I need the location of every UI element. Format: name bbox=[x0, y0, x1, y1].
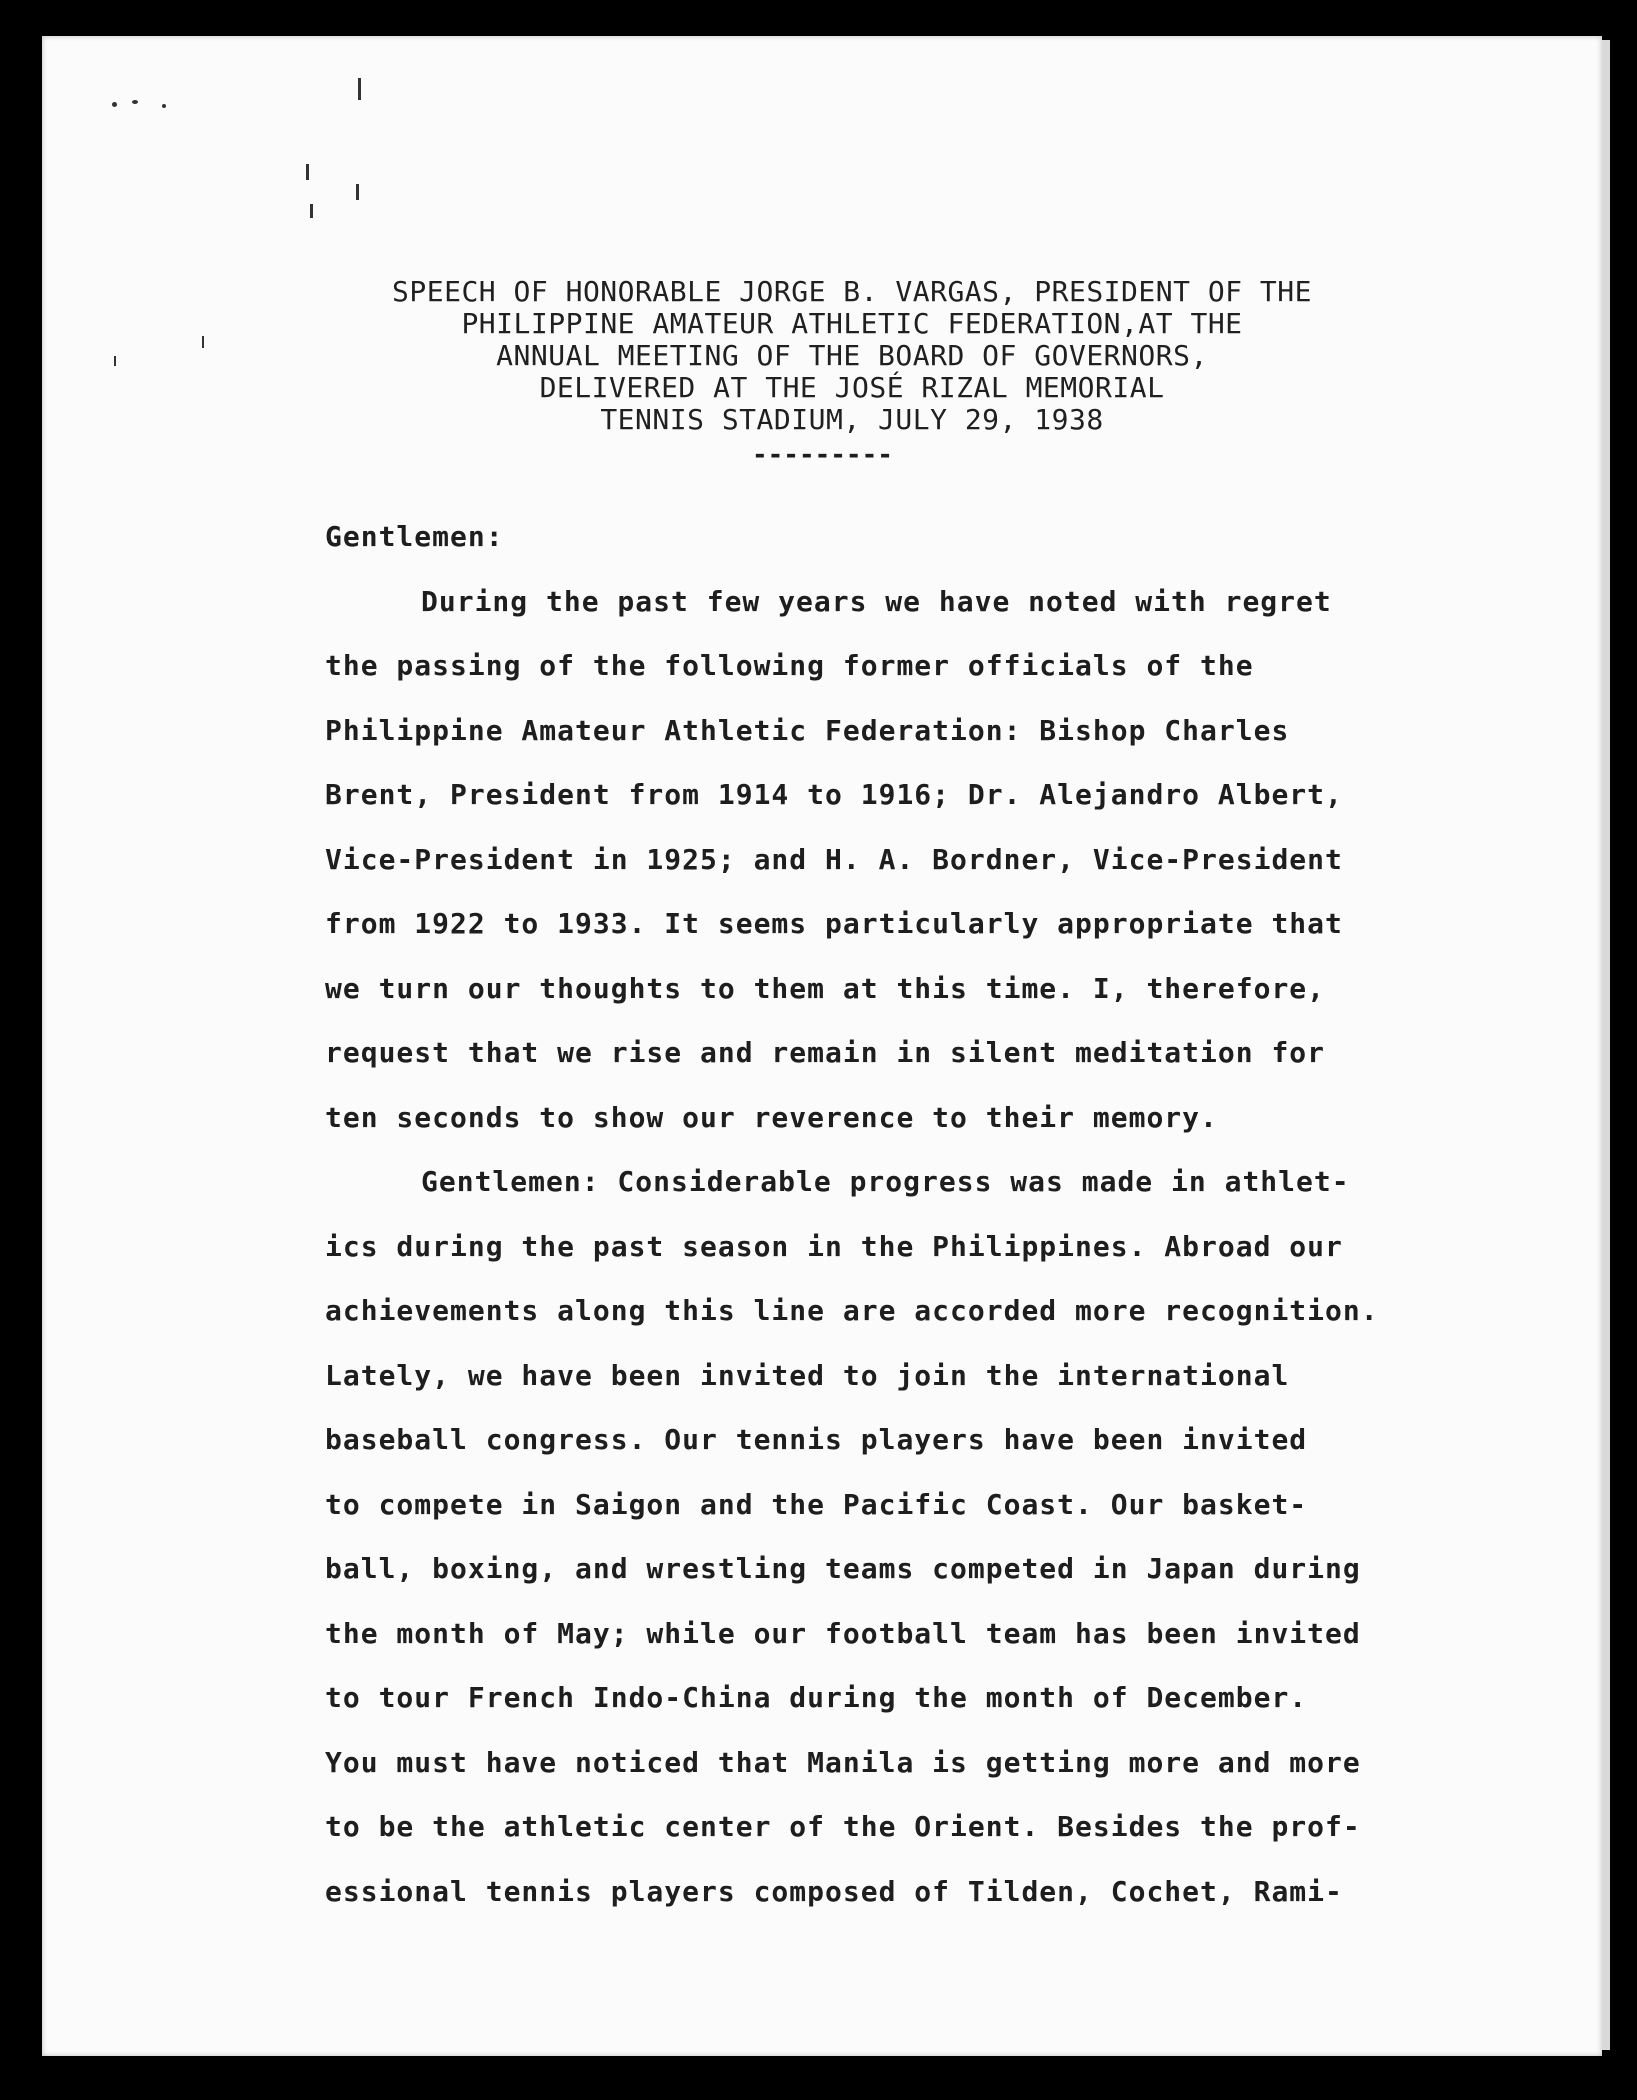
speech-heading bbox=[302, 276, 1402, 436]
text-line: Philippine Amateur Athletic Federation: Bishop Charles bbox=[325, 713, 1290, 747]
section-divider: --------- bbox=[752, 440, 893, 470]
text-line: Brent, President from 1914 to 1916; Dr. Alejandro Albert, bbox=[325, 778, 1343, 811]
page-edge bbox=[1602, 40, 1610, 2050]
heading-line: SPEECH OF HONORABLE JORGE B. VARGAS, PRESIDENT OF THE bbox=[392, 275, 1312, 308]
text-line: Gentlemen: Considerable progress was made in athlet- bbox=[421, 1165, 1350, 1198]
scan-mark bbox=[112, 102, 117, 107]
text-line: ball, boxing, and wrestling teams competed in Japan during bbox=[325, 1552, 1361, 1585]
text-line: to be the athletic center of the Orient. Besides the prof- bbox=[325, 1810, 1361, 1843]
salutation: Gentlemen: bbox=[325, 520, 504, 553]
text-line: we turn our thoughts to them at this time. I, therefore, bbox=[325, 971, 1326, 1005]
text-line: the passing of the following former officials of the bbox=[325, 649, 1254, 682]
text-line: achievements along this line are accorded more recognition. bbox=[325, 1294, 1379, 1327]
heading-line: ANNUAL MEETING OF THE BOARD OF GOVERNORS, bbox=[496, 339, 1208, 372]
speech-body bbox=[325, 505, 1495, 1924]
text-line: baseball congress. Our tennis players have been invited bbox=[325, 1423, 1308, 1456]
text-line: to compete in Saigon and the Pacific Coast. Our basket- bbox=[325, 1487, 1308, 1521]
heading-line: TENNIS STADIUM, JULY 29, 1938 bbox=[600, 403, 1104, 436]
text-line: Vice-President in 1925; and H. A. Bordner, Vice-President bbox=[325, 842, 1343, 876]
scan-mark bbox=[310, 204, 313, 218]
scan-mark bbox=[356, 184, 359, 200]
scan-mark bbox=[306, 164, 309, 180]
text-line: ics during the past season in the Philippines. Abroad our bbox=[325, 1229, 1343, 1263]
scan-mark bbox=[358, 78, 361, 100]
scan-mark bbox=[162, 104, 166, 108]
text-line: Lately, we have been invited to join the international bbox=[325, 1358, 1290, 1392]
scan-mark bbox=[132, 100, 138, 104]
text-line: essional tennis players composed of Tilden, Cochet, Rami- bbox=[325, 1874, 1343, 1908]
text-line: to tour French Indo-China during the month of December. bbox=[325, 1681, 1308, 1714]
heading-line: DELIVERED AT THE JOSÉ RIZAL MEMORIAL bbox=[539, 371, 1165, 404]
text-line: the month of May; while our football team has been invited bbox=[325, 1616, 1361, 1650]
text-line: ten seconds to show our reverence to their memory. bbox=[325, 1100, 1218, 1134]
paragraph-1 bbox=[325, 570, 1495, 1151]
text-line: You must have noticed that Manila is getting more and more bbox=[325, 1745, 1361, 1779]
text-line: from 1922 to 1933. It seems particularly appropriate that bbox=[325, 907, 1343, 940]
scan-mark bbox=[114, 356, 116, 366]
text-line: During the past few years we have noted with regret bbox=[421, 584, 1332, 618]
scan-mark bbox=[202, 336, 204, 348]
paragraph-2 bbox=[325, 1150, 1495, 1924]
text-line: request that we rise and remain in silent meditation for bbox=[325, 1036, 1326, 1069]
heading-line: PHILIPPINE AMATEUR ATHLETIC FEDERATION,AT THE bbox=[461, 307, 1243, 340]
